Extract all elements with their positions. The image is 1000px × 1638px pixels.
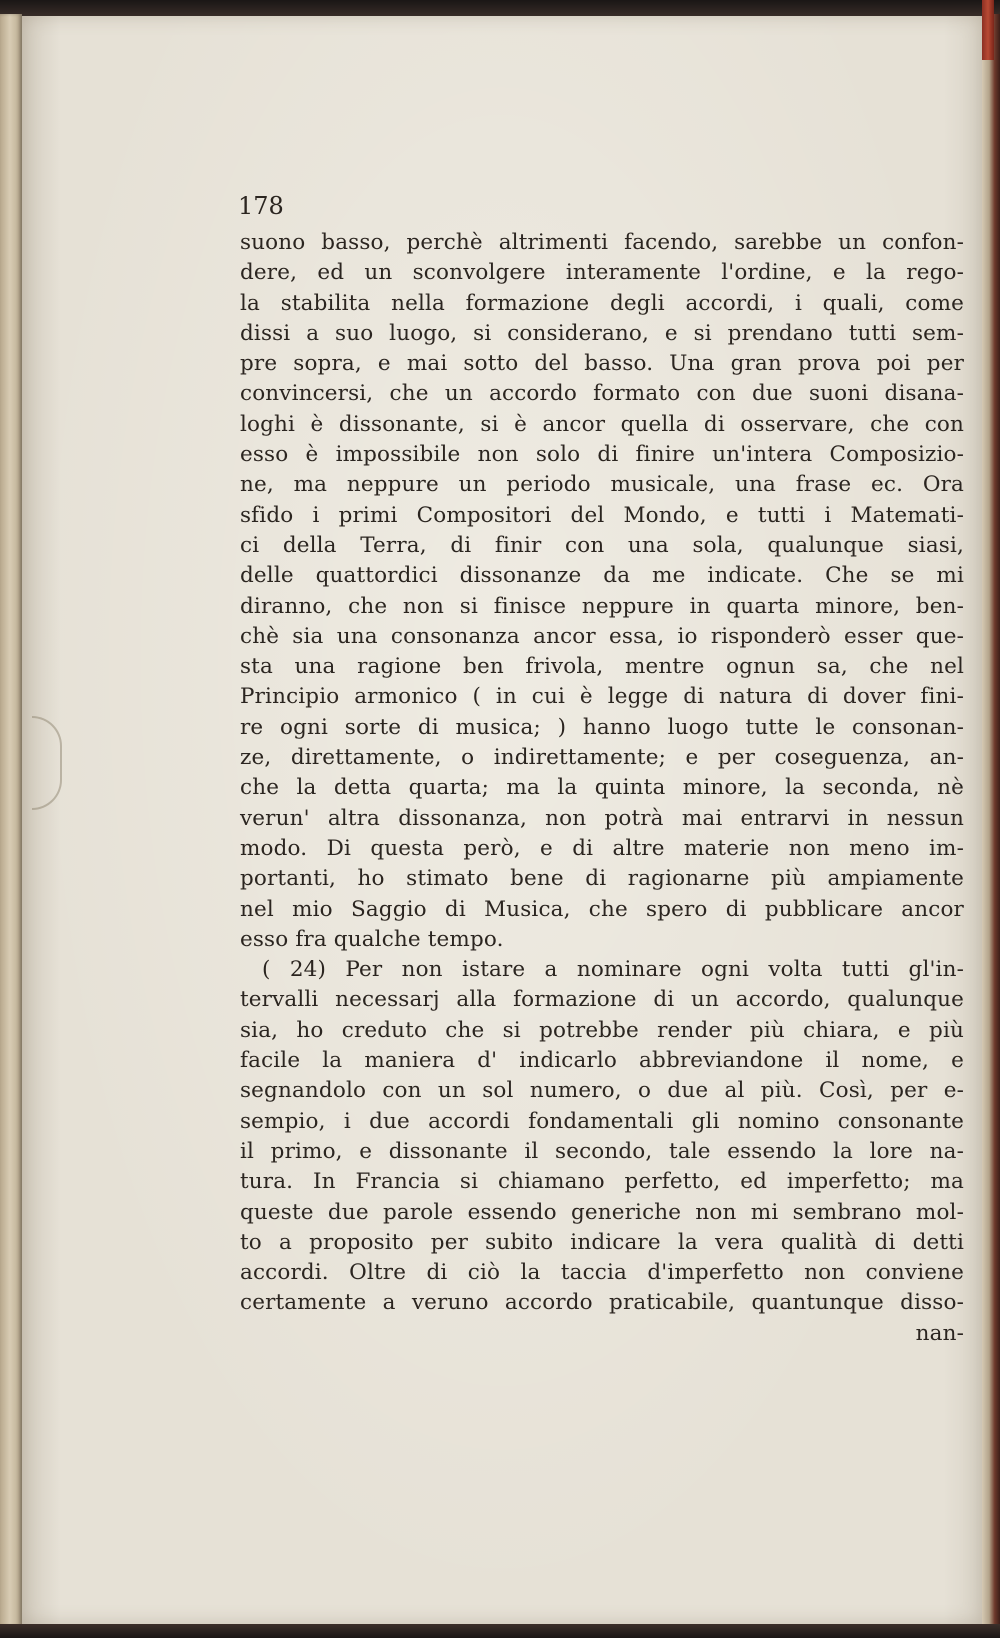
text-line: nel mio Saggio di Musica, che spero di pubblicare ancor [240, 896, 964, 922]
text-line: delle quattordici dissonanze da me indicate. Che se mi [240, 563, 964, 589]
text-line: ci della Terra, di finir con una sola, qualunque siasi, [240, 532, 964, 558]
text-line: verun' altra dissonanza, non potrà mai entrarvi in nessun [240, 805, 964, 831]
text-line: ze, direttamente, o indirettamente; e per coseguenza, an- [240, 745, 964, 771]
text-line: esso è impossibile non solo di finire un'intera Composizio- [240, 442, 964, 468]
text-line: pre sopra, e mai sotto del basso. Una gran prova poi per [240, 351, 964, 377]
text-line: facile la maniera d' indicarlo abbreviandone il nome, e [240, 1048, 964, 1074]
book-page [22, 16, 982, 1624]
text-line: suono basso, perchè altrimenti facendo, sarebbe un confon- [240, 230, 964, 255]
text-line: ne, ma neppure un periodo musicale, una frase ec. Ora [240, 472, 964, 498]
text-line: accordi. Oltre di ciò la taccia d'imperfetto non conviene [240, 1260, 964, 1286]
body-text [240, 228, 964, 1349]
text-line: tura. In Francia si chiamano perfetto, ed imperfetto; ma [240, 1169, 964, 1195]
text-line: sempio, i due accordi fondamentali gli nomino consonante [240, 1108, 964, 1134]
book-gutter [0, 14, 22, 1626]
text-line: queste due parole essendo generiche non mi sembrano mol- [240, 1199, 964, 1225]
text-line: Principio armonico ( in cui è legge di natura di dover fini- [240, 684, 964, 710]
text-line: sfido i primi Compositori del Mondo, e tutti i Matemati- [240, 502, 964, 528]
text-line: segnandolo con un sol numero, o due al più. Così, per e- [240, 1078, 964, 1104]
text-line: loghi è dissonante, si è ancor quella di osservare, che con [240, 411, 964, 437]
text-line: convincersi, che un accordo formato con due suoni disana- [240, 381, 964, 407]
text-line: tervalli necessarj alla formazione di un accordo, qualunque [240, 987, 964, 1013]
text-line: portanti, ho stimato bene di ragionarne più ampiamente [240, 866, 964, 892]
book-bottom-edge [0, 1624, 1000, 1638]
text-line: sia, ho creduto che si potrebbe render più chiara, e più [240, 1017, 964, 1043]
text-line: esso fra qualche tempo. [240, 926, 504, 952]
text-line: il primo, e dissonante il secondo, tale essendo la lore na- [240, 1138, 964, 1164]
text-line: dissi a suo luogo, si considerano, e si prendano tutti sem- [240, 320, 964, 346]
text-line: modo. Di questa però, e di altre materie non meno im- [240, 835, 964, 861]
text-line: to a proposito per subito indicare la vera qualità di detti [240, 1229, 964, 1255]
bookmark-ribbon [982, 0, 994, 60]
text-line: re ogni sorte di musica; ) hanno luogo tutte le consonan- [240, 714, 964, 740]
text-line: sta una ragione ben frivola, mentre ognun sa, che nel [240, 654, 964, 680]
text-line: certamente a veruno accordo praticabile, quantunque disso- [240, 1290, 964, 1316]
text-line: dere, ed un sconvolgere interamente l'ordine, e la rego- [240, 260, 964, 286]
page-number: 178 [238, 192, 284, 220]
text-line: nan- [915, 1320, 964, 1346]
book-fore-edge [982, 14, 1000, 1626]
text-line: la stabilita nella formazione degli accordi, i quali, come [240, 290, 964, 316]
text-line: che la detta quarta; ma la quinta minore, la seconda, nè [240, 775, 964, 801]
paper-stain [32, 716, 62, 810]
text-line: ( 24) Per non istare a nominare ogni volta tutti gl'in- [262, 957, 964, 983]
text-line: chè sia una consonanza ancor essa, io risponderò esser que- [240, 623, 964, 649]
text-line: diranno, che non si finisce neppure in quarta minore, ben- [240, 593, 964, 619]
